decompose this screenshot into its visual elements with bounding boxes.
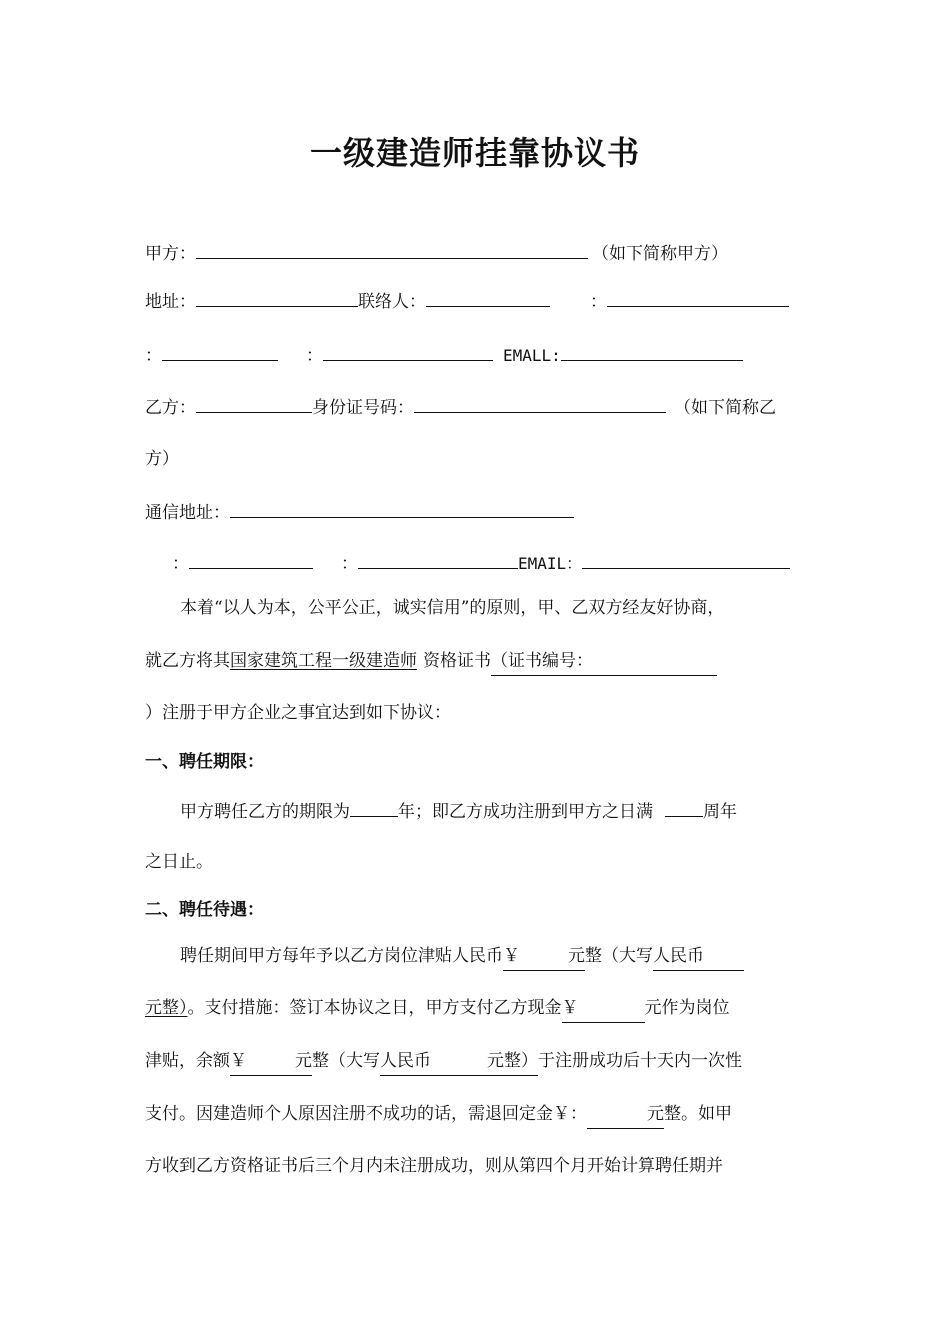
refund-text-c: 整。如甲 — [664, 1104, 732, 1124]
term-anniversary-blank — [665, 796, 703, 817]
party-b-suffix-cont: 方） — [145, 449, 179, 469]
mail-address-label: 通信地址： — [145, 503, 230, 523]
yen-symbol: ￥ — [503, 946, 520, 966]
address-blank — [196, 286, 358, 307]
balance-yen-symbol: ￥ — [230, 1051, 247, 1071]
section-1-heading: 一、聘任期限： — [145, 752, 264, 772]
party-a-label: 甲方： — [145, 244, 196, 264]
party-a-address-line — [145, 286, 789, 314]
salary-text-c: 整（大写 — [585, 946, 653, 966]
salary-text-a: 聘任期间甲方每年予以乙方岗位津贴人民币 — [180, 946, 503, 966]
balance-text-c: 整（大写 — [312, 1051, 380, 1071]
intro-line-2 — [145, 647, 717, 675]
payment-text: 。支付措施：签订本协议之日，甲方支付乙方现金 — [187, 998, 562, 1018]
party-a-line — [145, 238, 728, 266]
deposit-text: 元作为岗位 — [644, 998, 730, 1018]
email-label: EMALL: — [503, 346, 561, 365]
party-b-phone-colon: ： — [172, 554, 189, 574]
party-b-phone-blank — [189, 548, 313, 569]
fax-colon: ： — [145, 346, 162, 366]
party-b-line — [145, 392, 776, 420]
term-text-c: 周年 — [703, 802, 737, 822]
annual-amount-words-field — [653, 942, 744, 971]
party-b-line-cont — [145, 445, 179, 473]
balance-words-end: 元整） — [487, 1051, 538, 1071]
party-b-suffix: （如下简称乙 — [674, 398, 776, 418]
yuan-unit: 元 — [568, 946, 585, 966]
cert-type: 国家建筑工程一级建造师 — [230, 651, 417, 671]
fax-blank — [162, 340, 278, 361]
party-b-label: 乙方： — [145, 398, 196, 418]
page-title: 一级建造师挂靠协议书 — [309, 134, 640, 172]
salary-words-end: 元整） — [145, 998, 188, 1018]
balance-yuan-unit: 元 — [295, 1051, 312, 1071]
balance-words-field — [380, 1047, 538, 1076]
party-b-contact-line — [172, 548, 790, 576]
balance-text-f: 于注册成功后十天内一次性 — [538, 1051, 742, 1071]
party-a-contact-line — [145, 340, 743, 368]
term-text-a: 甲方聘任乙方的期限为 — [180, 802, 350, 822]
id-label: 身份证号码： — [312, 398, 414, 418]
party-b-email-label: EMAIL： — [518, 554, 583, 573]
salary-line-4 — [145, 1100, 732, 1128]
party-b-mobile-colon: ： — [341, 554, 358, 574]
mobile-colon: ： — [306, 346, 323, 366]
contact-blank — [426, 286, 550, 307]
intro-line-3: ）注册于甲方企业之事宜达到如下协议： — [145, 703, 451, 723]
phone-colon: ： — [590, 292, 607, 312]
annual-amount-field — [503, 942, 585, 971]
balance-text: 津贴，余额 — [145, 1051, 230, 1071]
mail-address-blank — [230, 497, 574, 518]
salary-line-1 — [180, 942, 744, 970]
deposit-yen-symbol: ￥ — [561, 998, 579, 1018]
party-a-name-blank — [196, 238, 588, 259]
balance-rmb-label: 人民币 — [380, 1051, 431, 1071]
section-1-para-end: 之日止。 — [145, 852, 213, 872]
address-label: 地址： — [145, 292, 196, 312]
intro-line-1: 本着“以人为本，公平公正，诚实信用”的原则，甲、乙双方经友好协商， — [180, 598, 725, 618]
rmb-label: 人民币 — [653, 946, 704, 966]
email-blank — [561, 340, 743, 361]
contact-label: 联络人： — [358, 292, 426, 312]
refund-yuan-unit: 元 — [647, 1104, 664, 1124]
term-years-blank — [350, 796, 398, 817]
deposit-amount-field — [562, 994, 645, 1023]
mobile-blank — [323, 340, 493, 361]
party-a-suffix: （如下简称甲方） — [592, 244, 728, 264]
refund-amount-field — [587, 1100, 664, 1129]
party-b-name-blank — [196, 392, 312, 413]
salary-line-3 — [145, 1047, 742, 1075]
phone-blank — [607, 286, 789, 307]
intro-text-c: 资格证书 — [423, 651, 491, 671]
cert-number-label: （证书编号： — [491, 651, 593, 671]
intro-text-a: 就乙方将其 — [145, 651, 230, 671]
balance-amount-field — [230, 1047, 312, 1076]
mail-address-line — [145, 497, 574, 525]
term-text-b: 年；即乙方成功注册到甲方之日满 — [398, 802, 653, 822]
party-b-mobile-blank — [358, 548, 518, 569]
salary-line-2 — [145, 994, 730, 1022]
refund-text: 支付。因建造师个人原因注册不成功的话，需退回定金￥： — [145, 1104, 587, 1124]
id-blank — [414, 392, 666, 413]
party-b-email-blank — [582, 548, 790, 569]
section-1-para — [180, 796, 737, 824]
cert-number-field — [491, 647, 717, 676]
section-2-heading: 二、聘任待遇： — [145, 900, 264, 920]
salary-line-5: 方收到乙方资格证书后三个月内未注册成功，则从第四个月开始计算聘任期并 — [145, 1156, 723, 1176]
